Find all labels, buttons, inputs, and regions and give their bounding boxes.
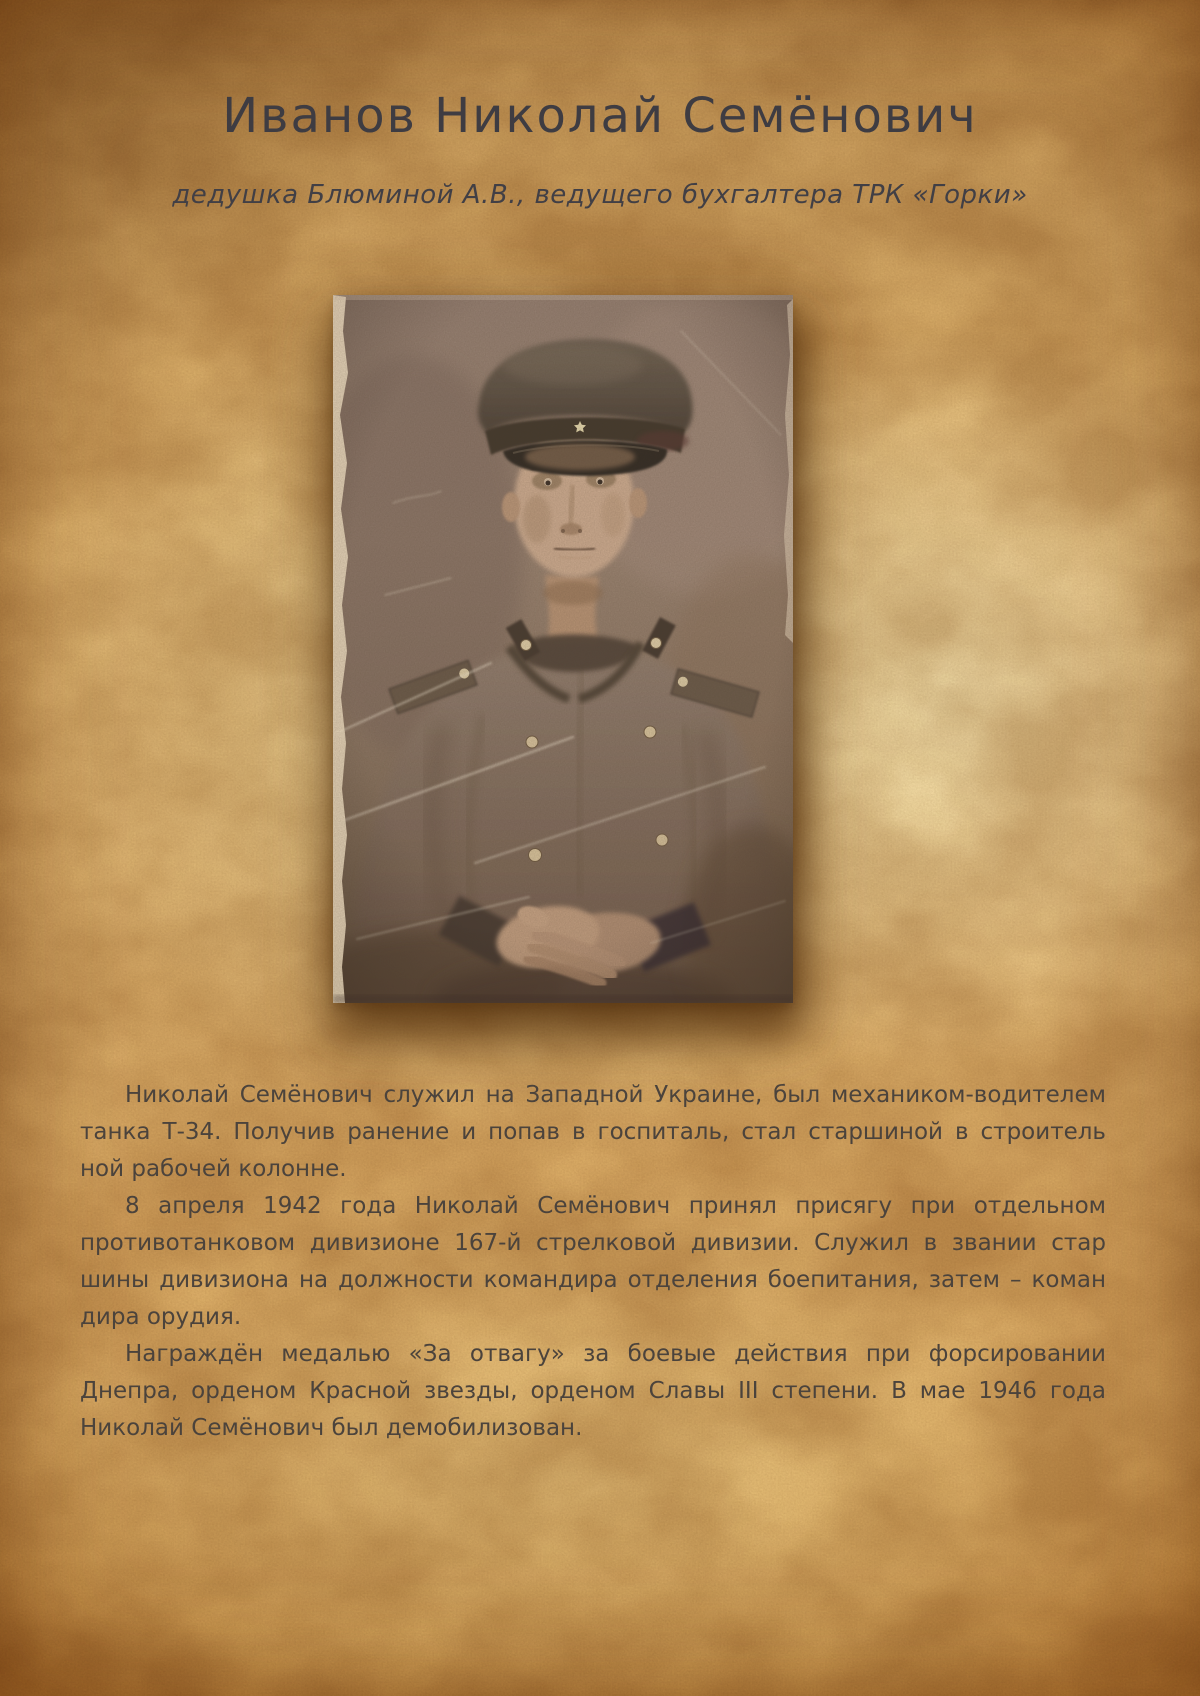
text-line: Николай Семёнович служил на Западной Украине, был механиком-водителем [125,1082,1106,1108]
paragraph-service [80,1077,1106,1188]
text-line: противотанковом дивизионе 167-й стрелковой дивизии. Служил в звании стар [80,1230,1106,1256]
text-line: ной рабочей колонне. [80,1156,347,1182]
portrait-photo-frame [333,295,793,1003]
biography-text [80,1077,1106,1447]
page-subtitle: дедушка Блюминой А.В., ведущего бухгалтера ТРК «Горки» [172,180,1028,210]
paragraph-oath [80,1188,1106,1336]
portrait-photo [333,295,793,1003]
photo-grain [333,295,793,1003]
text-line: дира орудия. [80,1304,242,1330]
text-line: шины дивизиона на должности командира отделения боепитания, затем – коман [80,1267,1106,1293]
text-line: 8 апреля 1942 года Николай Семёнович принял присягу при отдельном [125,1193,1106,1219]
page-title: Иванов Николай Семёнович [222,88,978,144]
text-line: танка Т-34. Получив ранение и попав в госпиталь, стал старшиной в строитель [80,1119,1106,1145]
text-line: Награждён медалью «За отвагу» за боевые действия при форсировании [125,1341,1106,1367]
paragraph-awards [80,1336,1106,1447]
text-line: Николай Семёнович был демобилизован. [80,1415,583,1441]
text-line: Днепра, орденом Красной звезды, орденом Славы III степени. В мае 1946 года [80,1378,1106,1404]
